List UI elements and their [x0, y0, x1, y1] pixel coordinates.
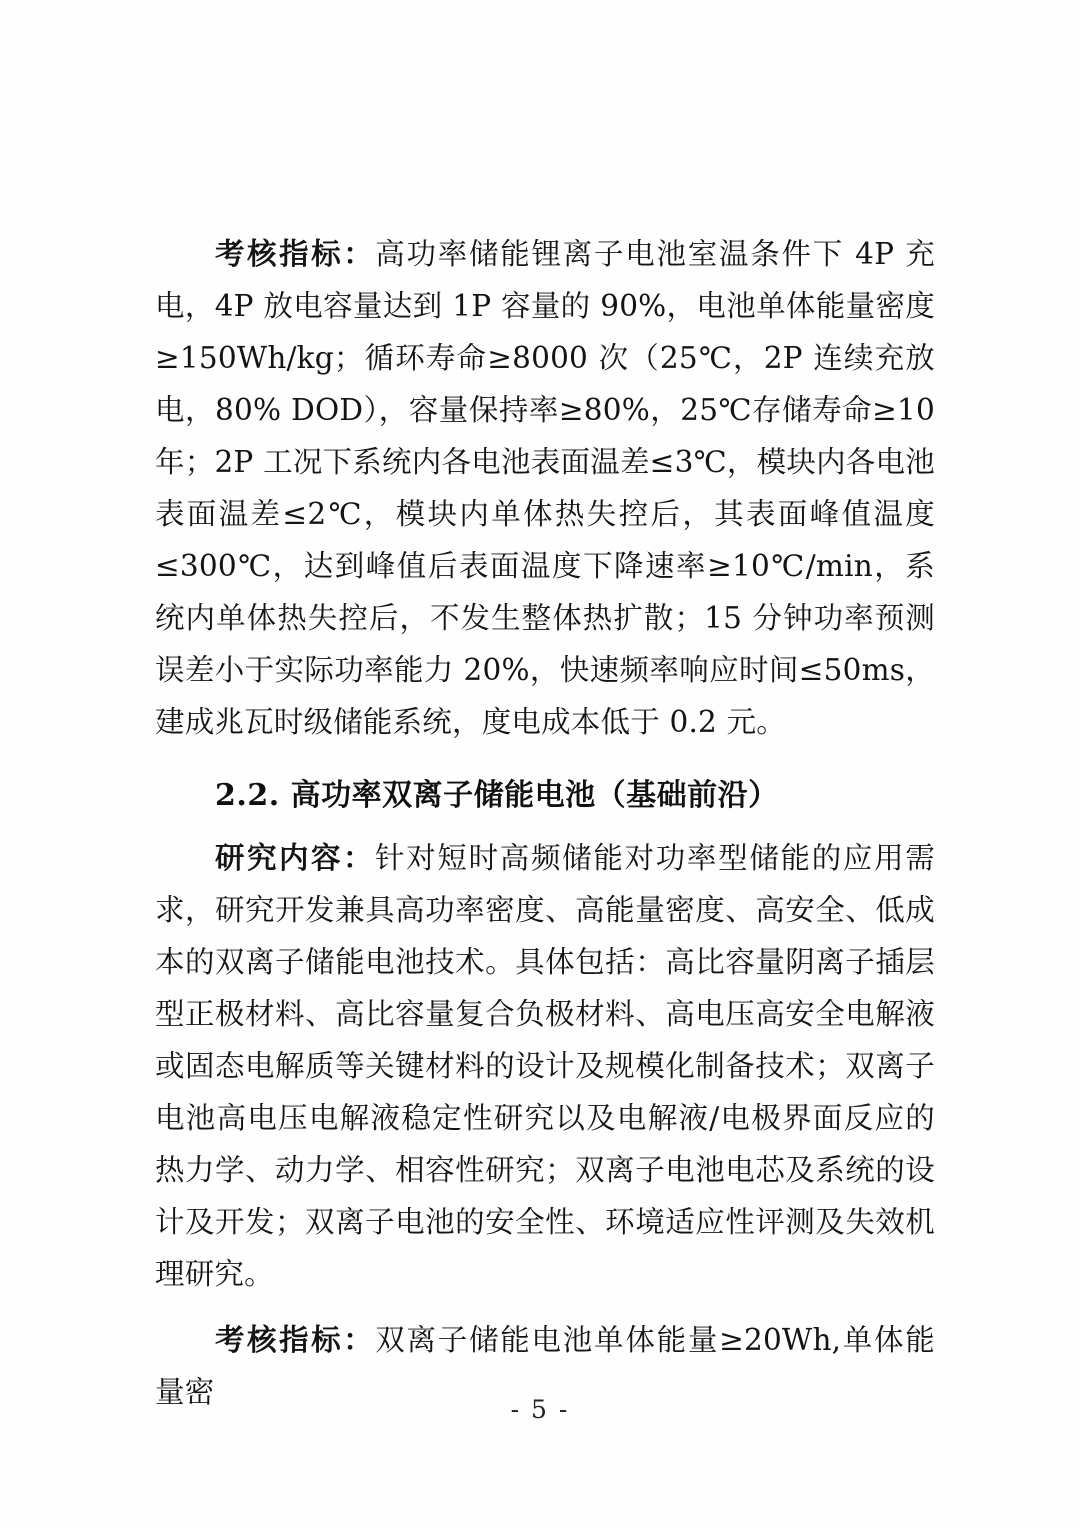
section-heading-2-2: 2.2. 高功率双离子储能电池（基础前沿） [215, 778, 779, 813]
paragraph-lead-label-research: 研究内容： [215, 840, 375, 875]
paragraph-body-metrics-1: 高功率储能锂离子电池室温条件下 4P 充电，4P 放电容量达到 1P 容量的 90%，电池单体能量密度≥150Wh/kg；循环寿命≥8000 次（25℃，2P 连续充放电，80% DOD），容量保持率≥80%，25℃存储寿命≥10 年；2P 工况下系统内各电池表面温差≤3℃，模块内各电池表面温差≤2℃，模块内单体热失控后，其表面峰值温度≤300℃，达到峰值后表面温度下降速率≥10℃/min，系统内单体热失控后，不发生整体热扩散；15 分钟功率预测误差小于实际功率能力 20%，快速频率响应时间≤50ms，建成兆瓦时级储能系统，度电成本低于 0.2 元。 [155, 237, 935, 739]
paragraph-spacer [155, 1300, 935, 1314]
paragraph-body-research: 针对短时高频储能对功率型储能的应用需求，研究开发兼具高功率密度、高能量密度、高安全、低成本的双离子储能电池技术。具体包括：高比容量阴离子插层型正极材料、高比容量复合负极材料、高电压高安全电解液或固态电解质等关键材料的设计及规模化制备技术；双离子电池高电压电解液稳定性研究以及电解液/电极界面反应的热力学、动力学、相容性研究；双离子电池电芯及系统的设计及开发；双离子电池的安全性、环境适应性评测及失效机理研究。 [155, 841, 935, 1291]
paragraph-body-metrics-2: 双离子储能电池单体能量≥20Wh,单体能量密 [155, 1323, 935, 1409]
paragraph-lead-label-metrics-2: 考核指标： [215, 1322, 376, 1357]
paragraph-lead-label-metrics-1: 考核指标： [215, 236, 376, 271]
page-content [155, 228, 935, 1418]
paragraph-assessment-metrics-1 [155, 228, 935, 748]
paragraph-research-content [155, 832, 935, 1300]
page-number-footer: - 5 - [510, 1395, 570, 1424]
